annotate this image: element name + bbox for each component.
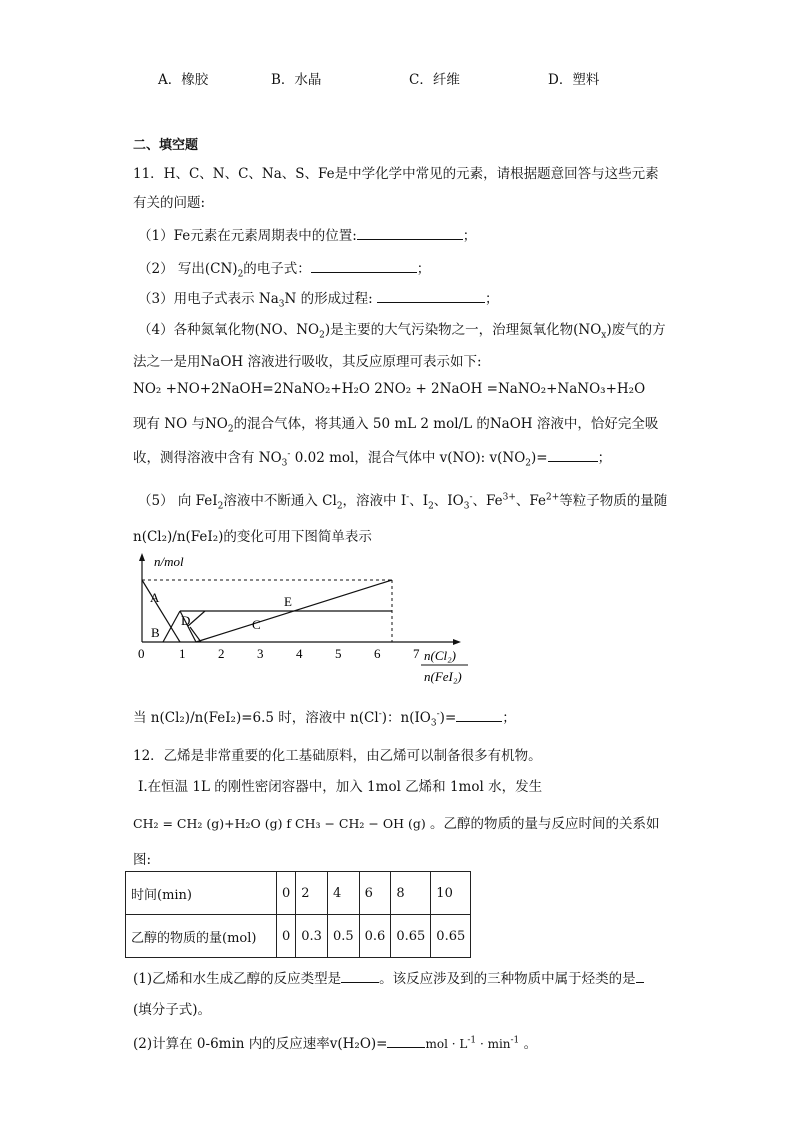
answer-blank[interactable]	[341, 969, 379, 983]
q11-part1	[138, 224, 476, 244]
text: )废气的方	[606, 322, 666, 338]
superscript: -1	[510, 1035, 520, 1046]
subscript: 2	[525, 458, 532, 469]
table-header-time: 时间(min)	[126, 872, 277, 915]
subscript: 2	[227, 424, 234, 435]
x-tick-label: 2	[218, 646, 225, 661]
subscript: 2	[336, 501, 343, 512]
label-d: D	[181, 613, 191, 628]
superscript: -	[436, 709, 440, 720]
table-cell: 0.65	[391, 915, 431, 958]
q12-sub2	[133, 1032, 537, 1052]
punct: ；	[484, 291, 499, 307]
label-b: B	[151, 625, 160, 640]
q11-stem-line2: 有关的问题:	[133, 195, 206, 211]
text: )=	[439, 710, 457, 726]
q11-part2-text: 的电子式：	[243, 261, 311, 277]
label-e: E	[284, 594, 292, 609]
text: 现有 NO 与NO	[133, 416, 228, 432]
text: · min	[476, 1037, 511, 1051]
subscript: 2	[237, 269, 244, 280]
answer-blank[interactable]	[377, 289, 485, 303]
subscript: 3	[278, 299, 285, 310]
text: 、IO	[433, 493, 464, 509]
q12-stem: 12．乙烯是非常重要的化工基础原料，由乙烯可以制备很多有机物。	[133, 748, 542, 764]
x-tick-label: 5	[335, 646, 342, 661]
q11-part4-line4	[133, 412, 658, 435]
x-axis-arrow	[453, 639, 461, 645]
x-tick-label: 0	[138, 646, 145, 661]
q11-part4-line1	[138, 318, 666, 341]
x-tick-label: 1	[179, 646, 186, 661]
section-title: 二、填空题	[133, 138, 199, 153]
subscript: 3	[430, 718, 437, 729]
punct: ；	[416, 261, 431, 277]
ethanol-table	[125, 871, 471, 958]
q11-part1-text: （1）Fe元素在元素周期表中的位置:	[138, 228, 357, 244]
text: 。	[519, 1036, 538, 1052]
text: 、Fe	[515, 493, 547, 509]
text: 当 n(Cl₂)/n(FeI₂)=6.5 时，溶液中 n(Cl	[133, 710, 379, 726]
answer-blank[interactable]	[311, 259, 417, 273]
text: (2)计算在 0-6min 内的反应速率v(H₂O)=	[133, 1036, 388, 1052]
table-cell: 0.5	[327, 915, 359, 958]
table-cell: 0.3	[296, 915, 328, 958]
table-cell: 6	[359, 872, 391, 915]
q12-sub1-line1	[133, 967, 644, 987]
text: （4）各种氮氧化物(NO、NO	[138, 322, 320, 338]
text: 收，测得溶液中含有 NO	[133, 450, 282, 466]
q11-stem-line1: 11．H、C、N、C、Na、S、Fe是中学化学中常见的元素，请根据题意回答与这些元素	[133, 166, 659, 182]
text: )：n(IO	[381, 710, 431, 726]
superscript: -	[406, 492, 410, 503]
text: 。该反应涉及到的三种物质中属于烃类的是	[379, 971, 636, 987]
table-row	[126, 915, 471, 958]
option-d: D．塑料	[548, 72, 600, 88]
text: 0.02 mol，混合气体中 v(NO): v(NO	[290, 450, 526, 466]
q12-line4: 图:	[133, 852, 152, 868]
subscript: 2	[428, 501, 434, 512]
text: (1)乙烯和水生成乙醇的反应类型是	[133, 971, 342, 987]
q11-part4-line2: 法之一是用NaOH 溶液进行吸收，其反应原理可表示如下:	[133, 354, 482, 370]
x-tick-label: 7	[413, 646, 420, 661]
table-cell: 0	[277, 915, 296, 958]
subscript: x	[601, 330, 607, 341]
x-tick-labels	[138, 646, 420, 661]
option-c: C．纤维	[409, 72, 460, 88]
curve-a	[142, 580, 180, 642]
q11-part4-line5	[133, 446, 611, 469]
option-b: B．水晶	[271, 72, 322, 88]
punct: ；	[462, 228, 477, 244]
text: 的混合气体，将其通入 50 mL 2 mol/L 的NaOH 溶液中，恰好完全吸	[233, 416, 659, 432]
text: mol · L	[425, 1037, 468, 1051]
table-cell: 8	[391, 872, 431, 915]
subscript: 3	[463, 501, 470, 512]
x-label-numerator: n(Cl₂)	[424, 648, 456, 663]
superscript: -1	[467, 1035, 477, 1046]
y-axis-arrow	[139, 553, 145, 561]
species-figure	[128, 550, 478, 690]
answer-blank[interactable]	[548, 448, 598, 462]
q11-part5-line2: n(Cl₂)/n(FeI₂)的变化可用下图简单表示	[133, 529, 372, 545]
q11-part3-text: （3）用电子式表示 Na	[138, 291, 279, 307]
y-axis-label: n/mol	[154, 554, 184, 569]
subscript: 2	[319, 330, 325, 341]
q12-sub1-line2: (填分子式)。	[133, 1002, 212, 1018]
label-a: A	[150, 590, 160, 605]
x-label-denominator: n(FeI₂)	[424, 669, 462, 684]
q11-equations: NO₂ +NO+2NaOH=2NaNO₂+H₂O 2NO₂ + 2NaOH =NaNO₂+NaNO₃+H₂O	[133, 381, 646, 397]
label-c: C	[252, 617, 261, 632]
q11-part5-line1	[138, 489, 667, 512]
reaction-equation: CH₂ = CH₂ (g)+H₂O (g) f CH₃ − CH₂ − OH (g)	[133, 816, 426, 831]
answer-blank[interactable]	[357, 226, 463, 240]
answer-blank[interactable]	[456, 708, 502, 722]
text: )是主要的大气污染物之一，治理氮氧化物(NO	[324, 322, 602, 338]
table-cell: 0.6	[359, 915, 391, 958]
superscript: 3+	[502, 492, 516, 503]
subscript: 2	[217, 501, 224, 512]
table-header-amount: 乙醇的物质的量(mol)	[126, 915, 277, 958]
option-a: A．橡胶	[158, 72, 209, 88]
text: 、I	[409, 493, 429, 509]
x-tick-label: 4	[296, 646, 303, 661]
q11-part2-text: （2） 写出(CN)	[138, 261, 238, 277]
curve-d-rise	[188, 611, 205, 626]
table-cell: 4	[327, 872, 359, 915]
superscript: -	[378, 709, 382, 720]
text: 等粒子物质的量随	[559, 493, 668, 509]
x-tick-label: 3	[257, 646, 264, 661]
punct: ；	[597, 450, 612, 466]
text: 。乙醇的物质的量与反应时间的关系如	[430, 816, 660, 832]
answer-blank[interactable]	[387, 1034, 425, 1048]
superscript: -	[287, 449, 291, 460]
subscript: 3	[281, 458, 288, 469]
punct: ；	[502, 710, 516, 726]
q12-part1-intro: Ⅰ.在恒温 1L 的刚性密闭容器中，加入 1mol 乙烯和 1mol 水，发生	[138, 779, 543, 795]
table-cell: 0.65	[431, 915, 471, 958]
superscript: 2+	[546, 492, 560, 503]
text: （5） 向 FeI	[138, 493, 218, 509]
q11-part2	[138, 257, 430, 280]
table-cell: 0	[277, 872, 296, 915]
text: 、Fe	[472, 493, 503, 509]
q12-equation-line	[133, 812, 660, 832]
answer-blank[interactable]	[636, 969, 644, 983]
q11-part3	[138, 287, 498, 310]
x-tick-label: 6	[374, 646, 381, 661]
text: )=	[531, 450, 548, 466]
table-cell: 2	[296, 872, 328, 915]
text: ，溶液中 I	[342, 493, 407, 509]
q11-part5-last	[133, 706, 516, 729]
table-row	[126, 872, 471, 915]
superscript: -	[469, 492, 473, 503]
q11-part3-text: N 的形成过程:	[284, 291, 373, 307]
table-cell: 10	[431, 872, 471, 915]
text: 溶液中不断通入 Cl	[223, 493, 337, 509]
